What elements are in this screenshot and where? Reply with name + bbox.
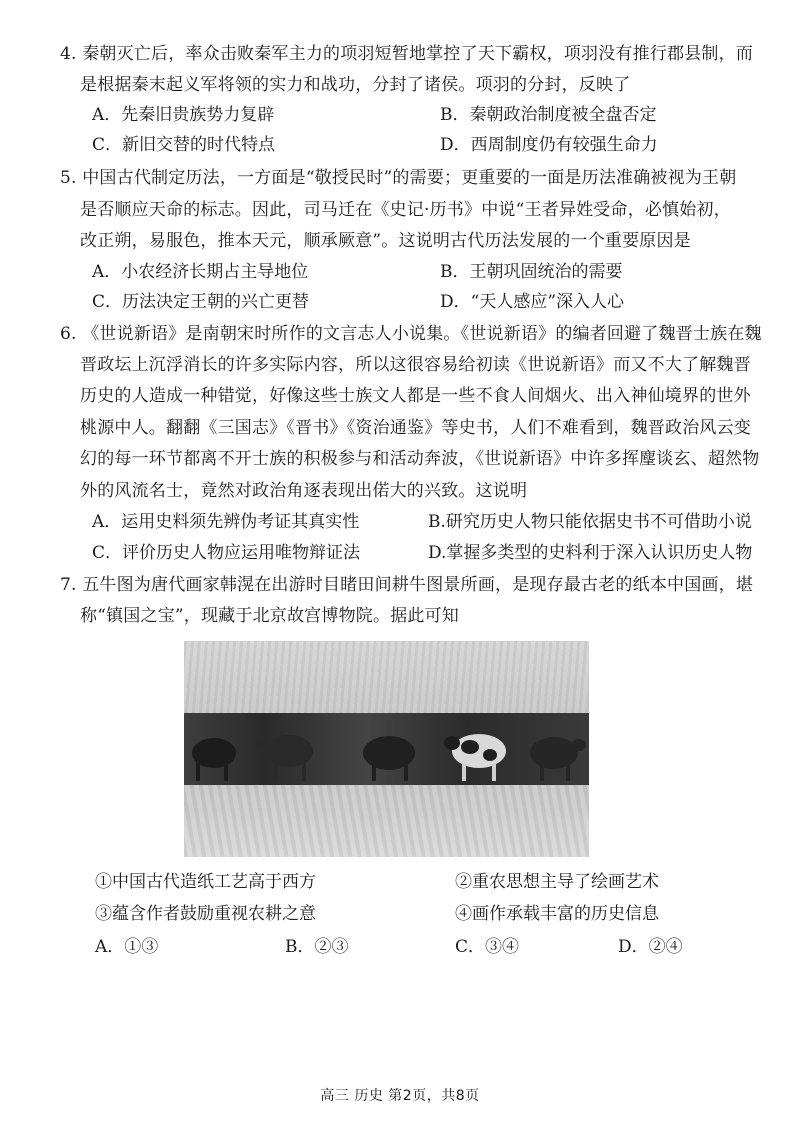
q6-number: 6.	[60, 324, 77, 344]
q4-text-1: 秦朝灭亡后，率众击败秦军主力的项羽短暂地掌控了天下霸权，项羽没有推行郡县制，而	[82, 44, 754, 64]
q4-option-b[interactable]: B．秦朝政治制度被全盘否定	[440, 105, 657, 125]
q5-text-1: 中国古代制定历法，一方面是“敬授民时”的需要；更重要的一面是历法准确被视为王朝	[82, 168, 737, 188]
q5-option-a[interactable]: A．小农经济长期占主导地位	[92, 262, 309, 282]
q6-line-5: 幻的每一环节都离不开士族的积极参与和活动奔波，《世说新语》中许多挥麈谈玄、超然物	[80, 449, 760, 469]
page-footer: 高三 历史 第2页，共8页	[320, 1088, 480, 1104]
q4-line-1	[60, 44, 753, 64]
q7-statement-4: ④画作承载丰富的历史信息	[455, 904, 659, 924]
q5-line-2: 是否顺应天命的标志。因此，司马迁在《史记·历书》中说“王者异姓受命，必慎始初，	[80, 200, 731, 220]
q6-line-2: 晋政坛上沉浮消长的许多实际内容，所以这很容易给初读《世说新语》而又不大了解魏晋	[80, 355, 751, 375]
q6-line-1	[60, 324, 762, 344]
q7-line-2: 称“镇国之宝”，现藏于北京故宫博物院。据此可知	[80, 606, 459, 626]
q7-option-d[interactable]: D．②④	[618, 937, 683, 957]
q7-statement-1: ①中国古代造纸工艺高于西方	[95, 872, 316, 892]
q6-option-a[interactable]: A．运用史料须先辨伪考证其真实性	[92, 512, 360, 532]
q7-statement-3: ③蕴含作者鼓励重视农耕之意	[95, 904, 316, 924]
q5-option-d[interactable]: D．“天人感应”深入人心	[440, 292, 625, 312]
q6-line-3: 历史的人造成一种错觉，好像这些士族文人都是一些不食人间烟火、出入神仙境界的世外	[80, 386, 751, 406]
q4-line-2: 是根据秦末起义军将领的实力和战功，分封了诸侯。项羽的分封，反映了	[80, 75, 631, 95]
q5-option-b[interactable]: B．王朝巩固统治的需要	[440, 262, 623, 282]
q7-number: 7.	[60, 575, 77, 595]
q6-option-d[interactable]: D.掌握多类型的史料利于深入认识历史人物	[428, 543, 753, 563]
oxen-silhouettes-icon	[184, 713, 589, 785]
q4-option-a[interactable]: A．先秦旧贵族势力复辟	[92, 105, 275, 125]
painting-scroll-band	[184, 713, 589, 785]
q7-option-c[interactable]: C．③④	[455, 937, 520, 957]
painting-lower-area	[184, 785, 589, 857]
q4-number: 4.	[60, 44, 77, 64]
five-oxen-painting-image	[184, 641, 589, 857]
q6-line-4: 桃源中人。翻翻《三国志》《晋书》《资治通鉴》等史书，人们不难看到，魏晋政治风云变	[80, 418, 751, 438]
q7-line-1	[60, 575, 753, 595]
q6-option-b[interactable]: B.研究历史人物只能依据史书不可借助小说	[428, 512, 752, 532]
painting-upper-area	[184, 641, 589, 713]
q7-option-a[interactable]: A．①③	[95, 937, 159, 957]
q5-option-c[interactable]: C．历法决定王朝的兴亡更替	[92, 292, 310, 312]
q5-line-1	[60, 168, 736, 188]
q7-option-b[interactable]: B．②③	[285, 937, 349, 957]
q5-line-3: 改正朔，易服色，推本天元，顺承厥意”。这说明古代历法发展的一个重要原因是	[80, 231, 691, 251]
q6-text-1: 《世说新语》是南朝宋时所作的文言志人小说集。《世说新语》的编者回避了魏晋士族在魏	[82, 324, 762, 344]
q4-option-d[interactable]: D．西周制度仍有较强生命力	[440, 135, 658, 155]
q5-number: 5.	[60, 168, 77, 188]
q6-option-c[interactable]: C．评价历史人物应运用唯物辩证法	[92, 543, 361, 563]
q7-text-1: 五牛图为唐代画家韩滉在出游时目睹田间耕牛图景所画，是现存最古老的纸本中国画，堪	[82, 575, 754, 595]
q4-option-c[interactable]: C．新旧交替的时代特点	[92, 135, 276, 155]
q7-statement-2: ②重农思想主导了绘画艺术	[455, 872, 659, 892]
q6-line-6: 外的风流名士，竟然对政治角逐表现出偌大的兴致。这说明	[80, 481, 528, 501]
